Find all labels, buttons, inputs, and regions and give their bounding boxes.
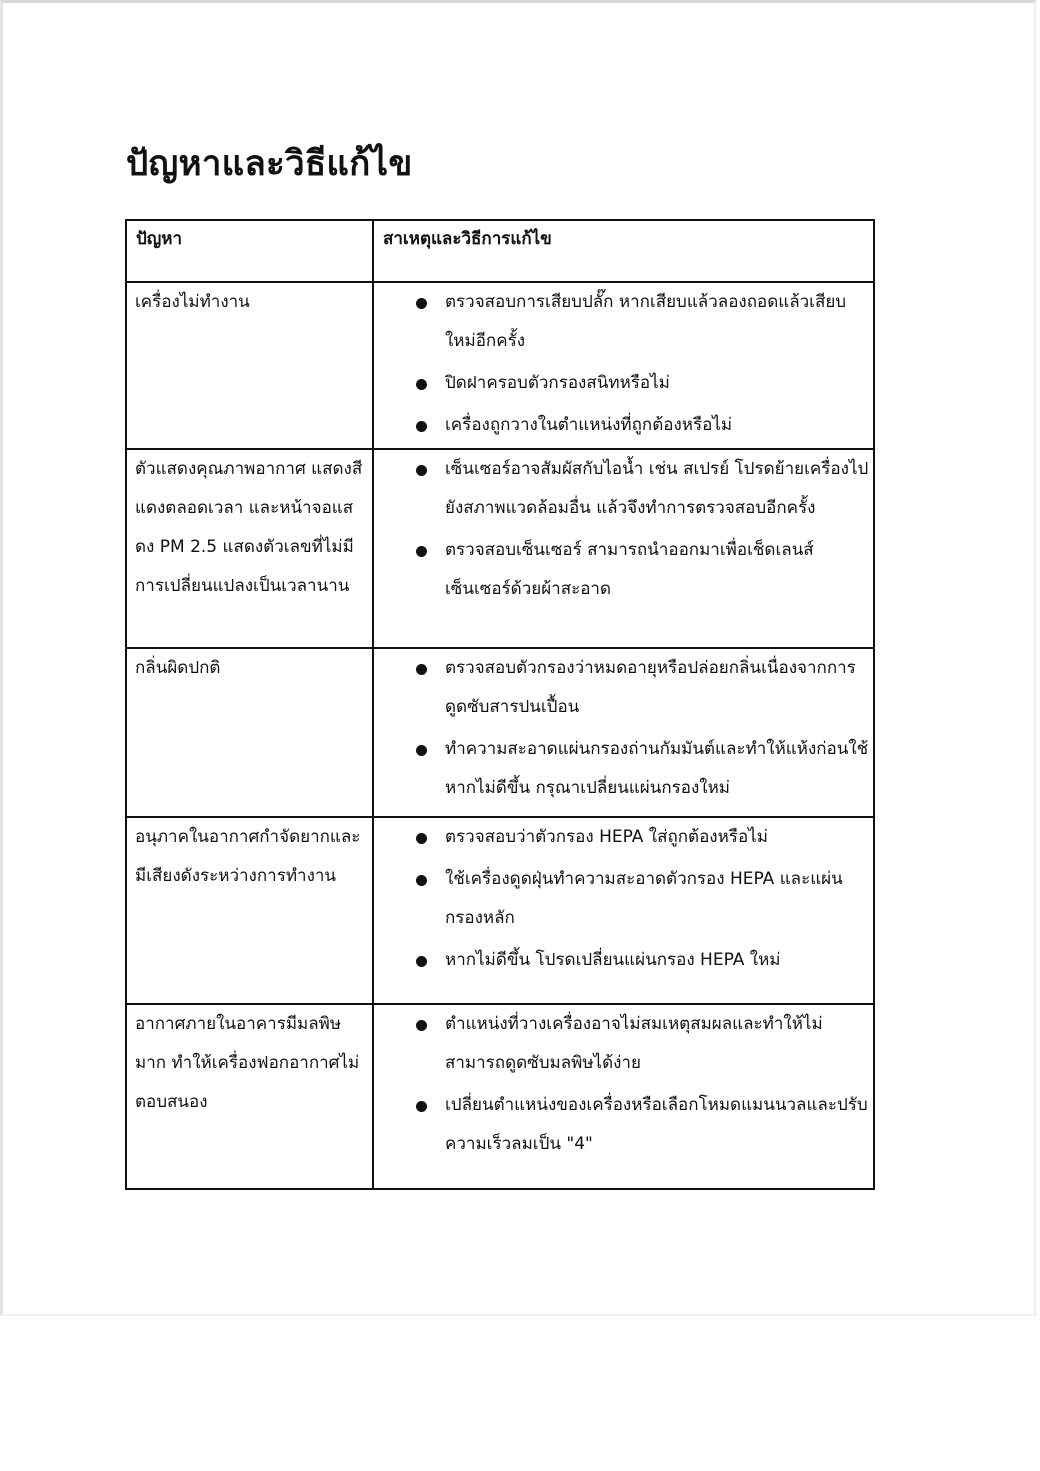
solution-cell: [373, 449, 874, 648]
solution-item: ใช้เครื่องดูดฝุ่นทำความสะอาดตัวกรอง HEPA และแผ่นกรองหลัก: [374, 860, 869, 938]
problem-cell: ตัวแสดงคุณภาพอากาศ แสดงสีแดงตลอดเวลา และหน้าจอแสดง PM 2.5 แสดงตัวเลขที่ไม่มีการเปลี่ยนแปลงเป็นเวลานาน: [126, 449, 373, 648]
table-row: [126, 1004, 874, 1189]
solution-cell: [373, 1004, 874, 1189]
solution-item: ตรวจสอบตัวกรองว่าหมดอายุหรือปล่อยกลิ่นเนื่องจากการดูดซับสารปนเปื้อน: [374, 649, 869, 727]
header-problem: ปัญหา: [126, 220, 373, 282]
document-title: ปัญหาและวิธีแก้ไข: [126, 144, 413, 184]
bullet-icon: [416, 833, 427, 844]
problem-cell: อากาศภายในอาคารมีมลพิษมาก ทำให้เครื่องฟอกอากาศไม่ตอบสนอง: [126, 1004, 373, 1189]
solution-list: [374, 450, 869, 609]
bullet-icon: [416, 546, 427, 557]
bullet-icon: [416, 1020, 427, 1031]
table-header-row: [126, 220, 874, 282]
header-solution: สาเหตุและวิธีการแก้ไข: [373, 220, 874, 282]
bullet-icon: [416, 875, 427, 886]
solution-item: ทำความสะอาดแผ่นกรองถ่านกัมมันต์และทำให้แห้งก่อนใช้ หากไม่ดีขึ้น กรุณาเปลี่ยนแผ่นกรองใหม่: [374, 730, 869, 808]
bullet-icon: [416, 956, 427, 967]
bullet-icon: [416, 465, 427, 476]
bullet-icon: [416, 379, 427, 390]
solution-item: เซ็นเซอร์อาจสัมผัสกับไอน้ำ เช่น สเปรย์ โปรดย้ายเครื่องไปยังสภาพแวดล้อมอื่น แล้วจึงทำการตรวจสอบอีกครั้ง: [374, 450, 869, 528]
solution-cell: [373, 817, 874, 1004]
solution-list: [374, 283, 869, 445]
table-row: [126, 449, 874, 648]
solution-list: [374, 818, 869, 980]
solution-item: เครื่องถูกวางในตำแหน่งที่ถูกต้องหรือไม่: [374, 406, 869, 445]
problem-cell: เครื่องไม่ทำงาน: [126, 282, 373, 449]
solution-list: [374, 1005, 869, 1164]
bullet-icon: [416, 745, 427, 756]
solution-item: ตรวจสอบว่าตัวกรอง HEPA ใส่ถูกต้องหรือไม่: [374, 818, 869, 857]
solution-item: ปิดฝาครอบตัวกรองสนิทหรือไม่: [374, 364, 869, 403]
solution-cell: [373, 282, 874, 449]
bullet-icon: [416, 298, 427, 309]
solution-list: [374, 649, 869, 808]
table-row: [126, 282, 874, 449]
troubleshooting-table: [125, 219, 875, 1190]
bullet-icon: [416, 421, 427, 432]
table-row: [126, 817, 874, 1004]
solution-item: ตำแหน่งที่วางเครื่องอาจไม่สมเหตุสมผลและทำให้ไม่สามารถดูดซับมลพิษได้ง่าย: [374, 1005, 869, 1083]
solution-item: หากไม่ดีขึ้น โปรดเปลี่ยนแผ่นกรอง HEPA ใหม่: [374, 941, 869, 980]
problem-cell: อนุภาคในอากาศกำจัดยากและมีเสียงดังระหว่างการทำงาน: [126, 817, 373, 1004]
bullet-icon: [416, 1101, 427, 1112]
table-row: [126, 648, 874, 817]
bullet-icon: [416, 664, 427, 675]
solution-cell: [373, 648, 874, 817]
solution-item: เปลี่ยนตำแหน่งของเครื่องหรือเลือกโหมดแมนนวลและปรับความเร็วลมเป็น "4": [374, 1086, 869, 1164]
problem-cell: กลิ่นผิดปกติ: [126, 648, 373, 817]
solution-item: ตรวจสอบการเสียบปลั๊ก หากเสียบแล้วลองถอดแล้วเสียบใหม่อีกครั้ง: [374, 283, 869, 361]
solution-item: ตรวจสอบเซ็นเซอร์ สามารถนำออกมาเพื่อเช็ดเลนส์เซ็นเซอร์ด้วยผ้าสะอาด: [374, 531, 869, 609]
